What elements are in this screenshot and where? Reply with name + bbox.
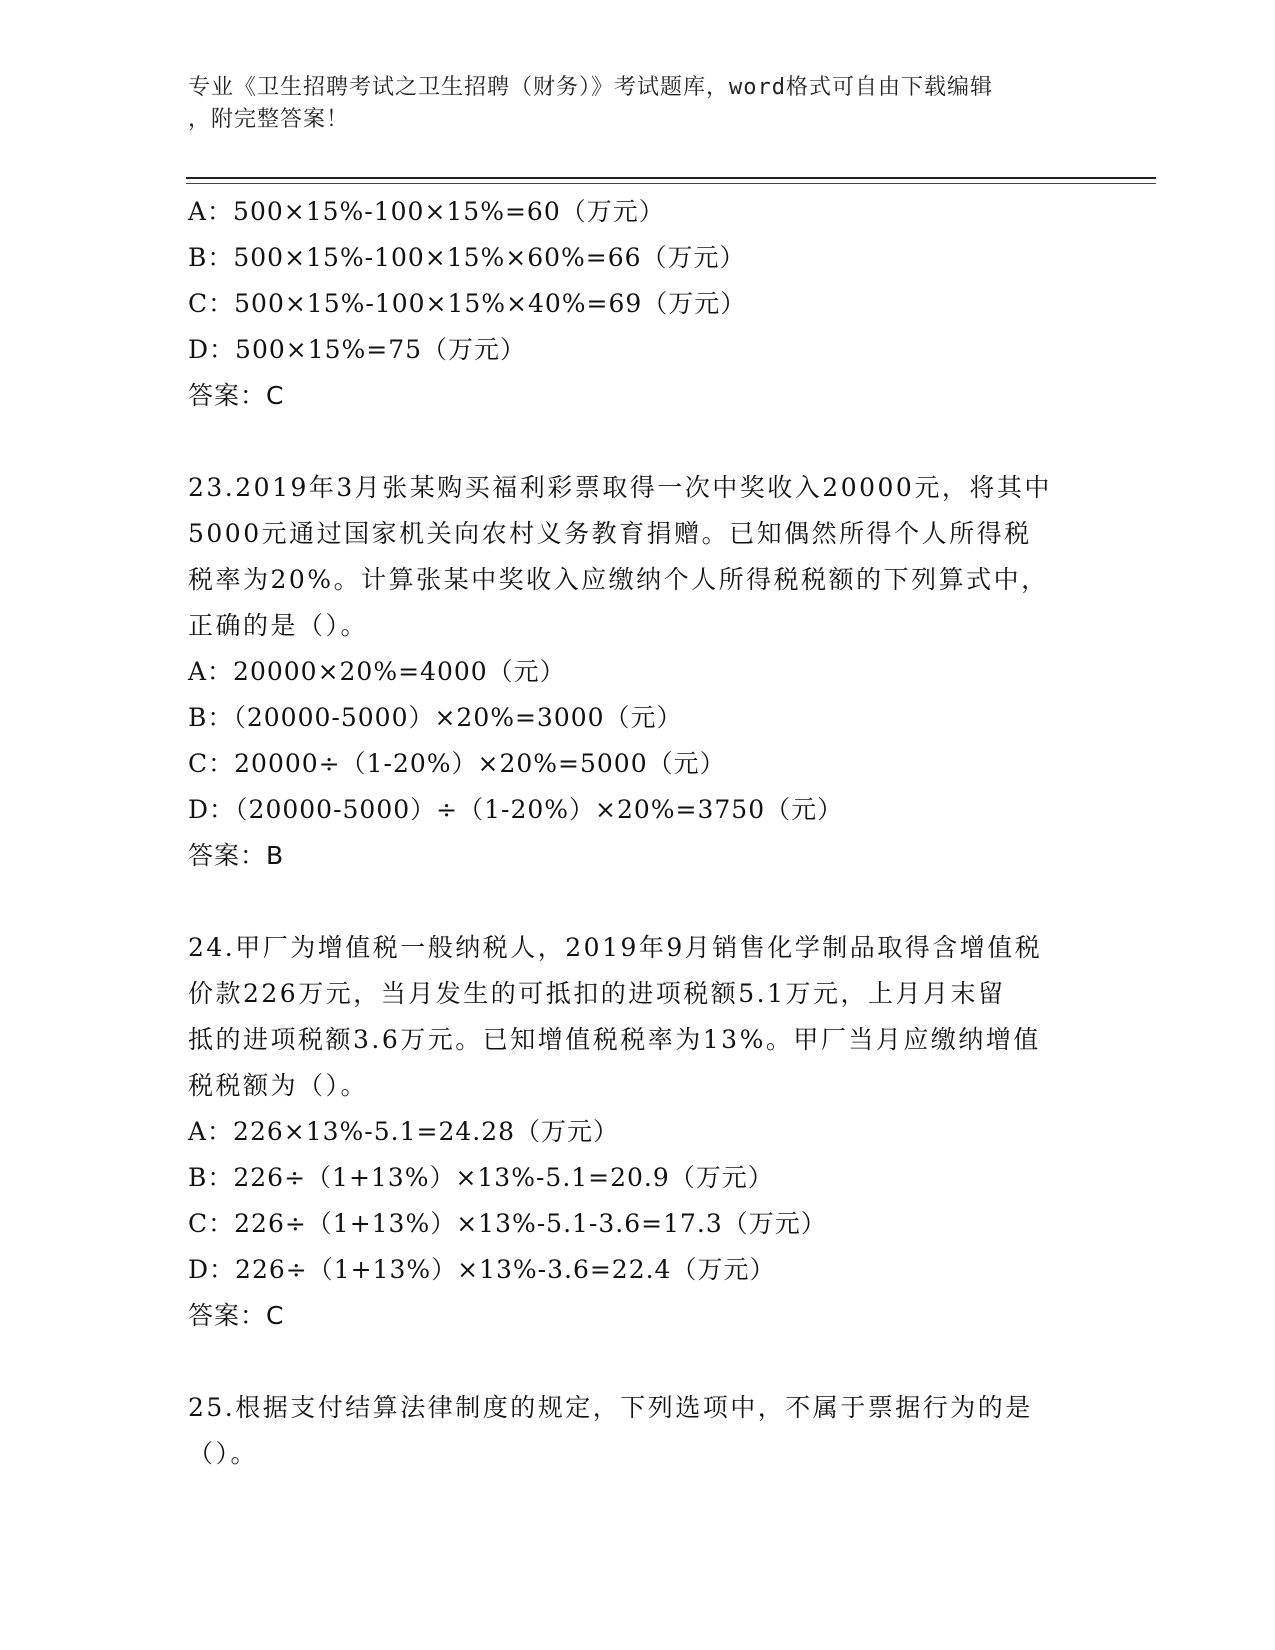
stem-line: 25.根据支付结算法律制度的规定，下列选项中，不属于票据行为的是 xyxy=(188,1393,1033,1422)
question-24 xyxy=(188,925,1088,1339)
header-divider-thin xyxy=(186,183,1156,184)
option-c: C：20000÷（1-20%）×20%=5000（元） xyxy=(188,749,726,778)
option-a: A：500×15%-100×15%=60（万元） xyxy=(188,197,665,226)
stem-line: 价款226万元，当月发生的可抵扣的进项税额5.1万元，上月月末留 xyxy=(188,979,1006,1008)
option-d: D：（20000-5000）÷（1-20%）×20%=3750（元） xyxy=(188,795,844,824)
option-d: D：226÷（1+13%）×13%-3.6=22.4（万元） xyxy=(188,1255,776,1284)
stem-line: 税税额为（）。 xyxy=(188,1071,369,1100)
question-stem xyxy=(188,465,1088,649)
stem-line: 23.2019年3月张某购买福利彩票取得一次中奖收入20000元，将其中 xyxy=(188,473,1052,502)
answer-line: 答案：C xyxy=(188,1301,285,1330)
header-line-2: ，附完整答案！ xyxy=(188,107,350,132)
stem-line: （）。 xyxy=(188,1439,259,1468)
spacer xyxy=(188,879,1088,925)
question-25 xyxy=(188,1385,1088,1477)
option-b: B：226÷（1+13%）×13%-5.1=20.9（万元） xyxy=(188,1163,774,1192)
question-content xyxy=(188,189,1088,1477)
stem-line: 5000元通过国家机关向农村义务教育捐赠。已知偶然所得个人所得税 xyxy=(188,519,1032,548)
answer-line: 答案：B xyxy=(188,841,285,870)
stem-line: 24.甲厂为增值税一般纳税人，2019年9月销售化学制品取得含增值税 xyxy=(188,933,1043,962)
option-b: B：（20000-5000）×20%=3000（元） xyxy=(188,703,683,732)
question-stem xyxy=(188,1385,1088,1477)
stem-line: 正确的是（）。 xyxy=(188,611,369,640)
option-c: C：226÷（1+13%）×13%-5.1-3.6=17.3（万元） xyxy=(188,1209,827,1238)
option-b: B：500×15%-100×15%×60%=66（万元） xyxy=(188,243,746,272)
document-header xyxy=(188,72,1088,136)
header-divider-thick xyxy=(186,177,1156,179)
stem-line: 税率为20%。计算张某中奖收入应缴纳个人所得税税额的下列算式中， xyxy=(188,565,1049,594)
spacer xyxy=(188,419,1088,465)
option-d: D：500×15%=75（万元） xyxy=(188,335,527,364)
header-line-1: 专业《卫生招聘考试之卫生招聘（财务）》考试题库，word格式可自由下载编辑 xyxy=(188,75,993,100)
stem-line: 抵的进项税额3.6万元。已知增值税税率为13%。甲厂当月应缴纳增值 xyxy=(188,1025,1041,1054)
question-stem xyxy=(188,925,1088,1109)
spacer xyxy=(188,1339,1088,1385)
option-a: A：20000×20%=4000（元） xyxy=(188,657,566,686)
answer-line: 答案：C xyxy=(188,381,285,410)
question-23 xyxy=(188,465,1088,879)
option-a: A：226×13%-5.1=24.28（万元） xyxy=(188,1117,620,1146)
question-22-continued xyxy=(188,189,1088,419)
option-c: C：500×15%-100×15%×40%=69（万元） xyxy=(188,289,747,318)
